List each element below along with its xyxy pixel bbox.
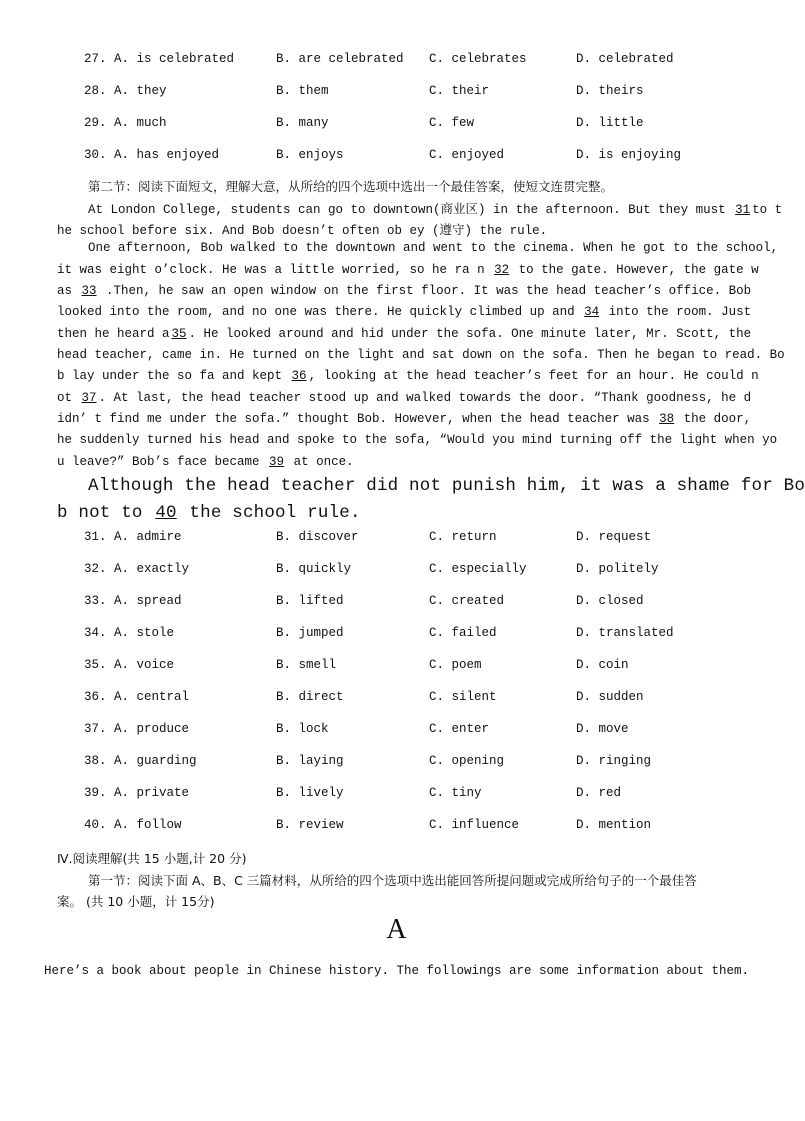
question-32 bbox=[0, 562, 793, 582]
blank-37: 37 bbox=[81, 391, 97, 405]
passage-line: then he heard a 35 . He looked around and hid under the sofa. One minute later, Mr. Scott, the bbox=[57, 327, 752, 341]
blank-36: 36 bbox=[291, 369, 307, 383]
option-d: D. mention bbox=[576, 818, 652, 832]
option-c: C. silent bbox=[429, 690, 497, 704]
option-c: C. few bbox=[429, 116, 475, 130]
option-a: 31. A. admire bbox=[84, 530, 182, 544]
option-d: D. red bbox=[576, 786, 622, 800]
option-a: 34. A. stole bbox=[84, 626, 175, 640]
option-d: D. move bbox=[576, 722, 629, 736]
passage-line: it was eight o’clock. He was a little worried, so he ra n 32 to the gate. However, the gate w bbox=[57, 263, 759, 277]
option-b: B. review bbox=[276, 818, 344, 832]
passage-line: At London College, students can go to downtown(商业区) in the afternoon. But they must 31 to t bbox=[88, 203, 783, 217]
passage-line: he suddenly turned his head and spoke to the sofa, “Would you mind turning off the light when yo bbox=[57, 433, 778, 447]
passage-line: u leave?” Bob’s face became 39 at once. bbox=[57, 455, 354, 469]
option-b: B. direct bbox=[276, 690, 344, 704]
option-c: C. created bbox=[429, 594, 505, 608]
question-27 bbox=[0, 52, 793, 72]
option-b: B. laying bbox=[276, 754, 344, 768]
blank-32: 32 bbox=[494, 263, 510, 277]
option-d: D. celebrated bbox=[576, 52, 674, 66]
question-37 bbox=[0, 722, 793, 742]
section-2-heading: 第二节：阅读下面短文，理解大意，从所给的四个选项中选出一个最佳答案，使短文连贯完整。 bbox=[88, 179, 614, 194]
option-a: 29. A. much bbox=[84, 116, 167, 130]
passage-letter: A bbox=[386, 914, 407, 945]
option-a: 37. A. produce bbox=[84, 722, 190, 736]
option-c: C. return bbox=[429, 530, 497, 544]
option-a: 40. A. follow bbox=[84, 818, 182, 832]
option-b: B. them bbox=[276, 84, 329, 98]
option-c: C. enjoyed bbox=[429, 148, 505, 162]
question-30 bbox=[0, 148, 793, 168]
passage-intro: Here’s a book about people in Chinese history. The followings are some information about them. bbox=[43, 964, 750, 978]
blank-33: 33 bbox=[81, 284, 97, 298]
question-40 bbox=[0, 818, 793, 838]
option-b: B. lively bbox=[276, 786, 344, 800]
question-31 bbox=[0, 530, 793, 550]
option-a: 32. A. exactly bbox=[84, 562, 190, 576]
option-c: C. failed bbox=[429, 626, 497, 640]
question-34 bbox=[0, 626, 793, 646]
option-a: 35. A. voice bbox=[84, 658, 175, 672]
option-a: 36. A. central bbox=[84, 690, 190, 704]
option-a: 30. A. has enjoyed bbox=[84, 148, 220, 162]
question-28 bbox=[0, 84, 793, 104]
passage-line-large: b not to 40 the school rule. bbox=[57, 503, 361, 523]
option-d: D. request bbox=[576, 530, 652, 544]
option-b: B. are celebrated bbox=[276, 52, 404, 66]
passage-line: he school before six. And Bob doesn’t often ob ey (遵守) the rule. bbox=[57, 224, 548, 238]
option-c: C. opening bbox=[429, 754, 505, 768]
option-c: C. celebrates bbox=[429, 52, 527, 66]
option-c: C. their bbox=[429, 84, 490, 98]
option-a: 27. A. is celebrated bbox=[84, 52, 235, 66]
option-a: 28. A. they bbox=[84, 84, 167, 98]
blank-35: 35 bbox=[171, 327, 187, 341]
blank-40: 40 bbox=[155, 503, 177, 523]
option-d: D. is enjoying bbox=[576, 148, 682, 162]
blank-38: 38 bbox=[659, 412, 675, 426]
option-b: B. discover bbox=[276, 530, 359, 544]
option-c: C. tiny bbox=[429, 786, 482, 800]
option-b: B. lock bbox=[276, 722, 329, 736]
passage-line: b lay under the so fa and kept 36 , looking at the head teacher’s feet for an hour. He could n bbox=[57, 369, 759, 383]
question-33 bbox=[0, 594, 793, 614]
option-b: B. jumped bbox=[276, 626, 344, 640]
blank-31: 31 bbox=[735, 203, 751, 217]
passage-line: One afternoon, Bob walked to the downtown and went to the cinema. When he got to the school, bbox=[88, 241, 779, 255]
option-c: C. especially bbox=[429, 562, 527, 576]
part-4-heading: Ⅳ.阅读理解(共 15 小题,计 20 分) bbox=[57, 851, 247, 866]
blank-39: 39 bbox=[269, 455, 285, 469]
passage-line: ot 37 . At last, the head teacher stood up and walked towards the door. “Thank goodness, he d bbox=[57, 391, 752, 405]
passage-line: head teacher, came in. He turned on the light and sat down on the sofa. Then he began to read. Bo bbox=[57, 348, 785, 362]
option-c: C. poem bbox=[429, 658, 482, 672]
section-1-heading: 第一节：阅读下面 A、B、C 三篇材料，从所给的四个选项中选出能回答所提问题或完成所给句子的一个最佳答 bbox=[88, 873, 697, 888]
passage-line-large: Although the head teacher did not punish him, it was a shame for Bo bbox=[88, 476, 805, 496]
option-a: 39. A. private bbox=[84, 786, 190, 800]
question-35 bbox=[0, 658, 793, 678]
option-d: D. translated bbox=[576, 626, 674, 640]
option-d: D. ringing bbox=[576, 754, 652, 768]
option-b: B. enjoys bbox=[276, 148, 344, 162]
option-b: B. smell bbox=[276, 658, 337, 672]
section-1-heading-cont: 案。 (共 10 小题，计 15分) bbox=[57, 894, 215, 909]
passage-line: looked into the room, and no one was there. He quickly climbed up and 34 into the room. Just bbox=[57, 305, 752, 319]
option-d: D. sudden bbox=[576, 690, 644, 704]
option-d: D. little bbox=[576, 116, 644, 130]
option-c: C. influence bbox=[429, 818, 520, 832]
option-b: B. quickly bbox=[276, 562, 352, 576]
option-a: 38. A. guarding bbox=[84, 754, 197, 768]
question-39 bbox=[0, 786, 793, 806]
option-d: D. theirs bbox=[576, 84, 644, 98]
question-38 bbox=[0, 754, 793, 774]
option-c: C. enter bbox=[429, 722, 490, 736]
option-d: D. closed bbox=[576, 594, 644, 608]
passage-line: idn’ t find me under the sofa.” thought Bob. However, when the head teacher was 38 the door, bbox=[57, 412, 752, 426]
passage-line: as 33 .Then, he saw an open window on the first floor. It was the head teacher’s office. Bob bbox=[57, 284, 752, 298]
option-d: D. coin bbox=[576, 658, 629, 672]
option-a: 33. A. spread bbox=[84, 594, 182, 608]
blank-34: 34 bbox=[584, 305, 600, 319]
option-b: B. lifted bbox=[276, 594, 344, 608]
question-36 bbox=[0, 690, 793, 710]
option-d: D. politely bbox=[576, 562, 659, 576]
option-b: B. many bbox=[276, 116, 329, 130]
question-29 bbox=[0, 116, 793, 136]
